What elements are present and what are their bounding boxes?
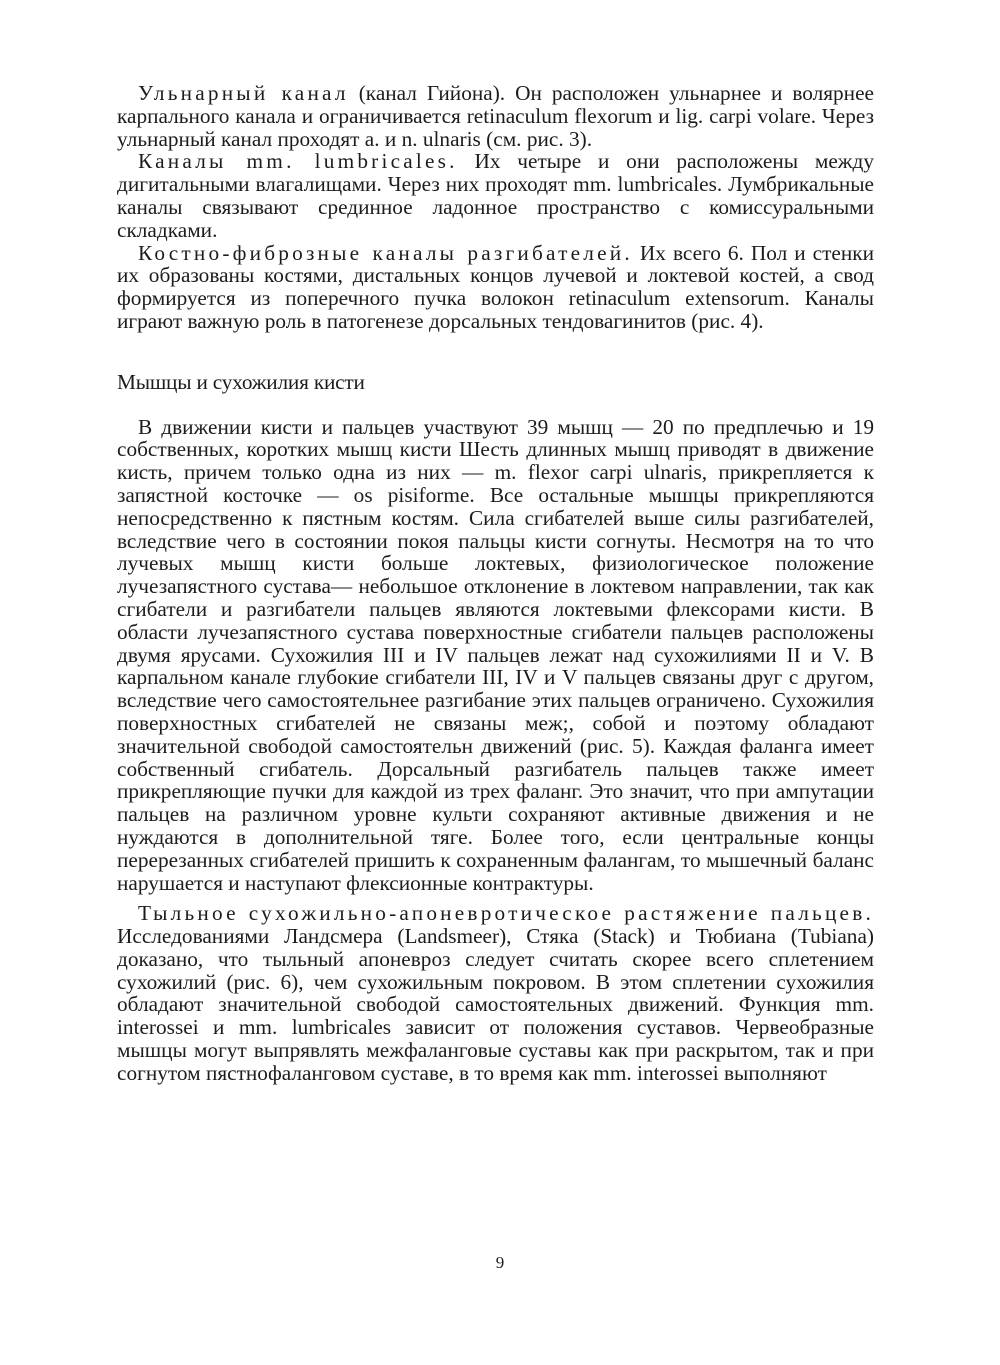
paragraph-lumbrical-canals (117, 150, 874, 241)
term-ulnar-canal: Ульнарный канал (138, 81, 349, 105)
term-dorsal-aponeurosis: Тыльное сухожильно-апоневротическое растяжение пальцев. (138, 901, 874, 926)
paragraph-dorsal-aponeurosis (117, 902, 874, 1084)
page-body (117, 82, 874, 1085)
paragraph-text: Их всего 6. Пол и стенки их образованы костями, дистальных концов лучевой и локтевой костей, а свод формируется из поперечного пучка волокон retinaculum extensorum. Каналы играют важную роль в патогенезе дорсальных тендовагинитов (рис. 4). (117, 240, 874, 333)
term-lumbrical-canals: Каналы mm. lumbricales. (138, 149, 458, 174)
paragraph-extensor-canals (117, 242, 874, 333)
paragraph-ulnar-canal (117, 82, 874, 150)
term-extensor-canals: Костно-фиброзные каналы разгибателей. (138, 240, 633, 265)
paragraph-text: Их четыре и они расположены между дигитальными влагалищами. Через них проходят mm. lumbricales. Лумбрикальные каналы связывают срединное ладонное пространство с комиссуральными складками. (117, 149, 875, 242)
paragraph-text: Исследованиями Ландсмера (Landsmeer), Стяка (Stack) и Тюбиана (Tubiana) доказано, что тыльный апоневроз следует считать скорее всего сплетением сухожилий (рис. 6), чем сухожильным покровом. В этом сплетении сухожилия обладают значительной свободой самостоятельных движений. Функция mm. interossei и mm. lumbricales зависит от положения суставов. Червеобразные мышцы могут выпрявлять межфаланговые суставы как при раскрытом, так и при согнутом пястнофаланговом суставе, в то время как mm. interossei выполняют (117, 924, 874, 1085)
paragraph-muscles-tendons (117, 416, 874, 895)
paragraph-text: (канал Гийона). Он расположен ульнарнее и волярнее карпального канала и ограничивается retinaculum flexorum и lig. carpi volare. Через ульнарный канал проходят a. и n. ulnaris (см. рис. 3). (117, 81, 874, 151)
page-number: 9 (495, 1253, 505, 1272)
paragraph-text: В движении кисти и пальцев участвуют 39 мышц — 20 по предплечью и 19 собственных, коротких мышц кисти Шесть длинных мышц приводят в движение кисть, причем только одна из них — m. flexor carpi ulnaris, прикрепляется к запястной косточке — os pisiforme. Все остальные мышцы прикрепляются непосредственно к пястным костям. Сила сгибателей выше силы разгибателей, вследствие чего в состоянии покоя пальцы кисти согнуты. Несмотря на то что лучевых мышц кисти больше локтевых, физиологическое положение лучезапястного сустава— небольшое отклонение в локтевом направлении, так как сгибатели и разгибатели пальцев являются локтевыми флексорами кисти. В области лучезапястного сустава поверхностные сгибатели пальцев расположены двумя ярусами. Сухожилия III и IV пальцев лежат над сухожилиями II и V. В карпальном канале глубокие сгибатели III, IV и V пальцев связаны друг с другом, вследствие чего самостоятельнее разгибание этих пальцев ограничено. Сухожилия поверхностных сгибателей не связаны меж;, собой и поэтому обладают значительной свободой самостоятельн движений (рис. 5). Каждая фаланга имеет собственный сгибатель. Дорсальный разгибатель пальцев также имеет прикрепляющие пучки для каждой из трех фаланг. Это значит, что при ампутации пальцев на различном уровне культи сохраняют активные движения и не нуждаются в дополнительной тяге. Более того, если центральные концы перерезанных сгибателей пришить к сохраненным фалангам, то мышечный баланс нарушается и наступают флексионные контрактуры. (117, 414, 874, 895)
section-heading: Мышцы и сухожилия кисти (117, 369, 365, 394)
